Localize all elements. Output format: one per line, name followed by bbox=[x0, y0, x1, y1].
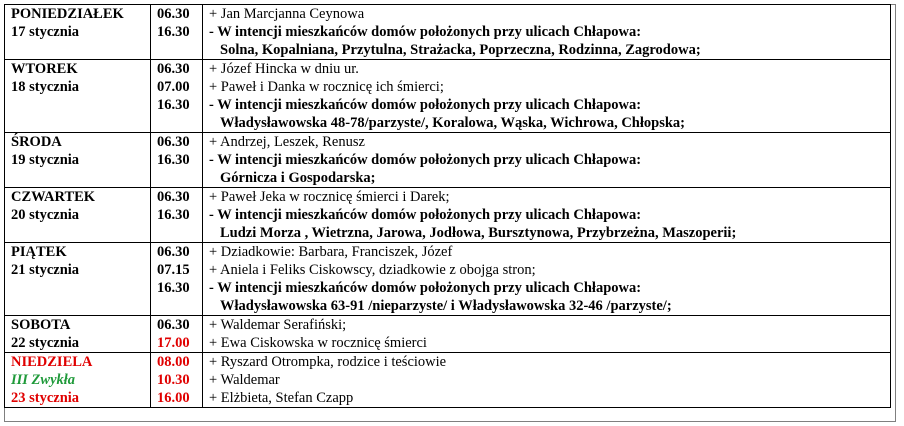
mass-time bbox=[157, 41, 196, 59]
day-name: PIĄTEK bbox=[11, 244, 67, 260]
time-cell bbox=[151, 188, 203, 243]
intention-cell bbox=[203, 353, 891, 408]
intention: - W intencji mieszkańców domów położonych przy ulicach Chłapowa: bbox=[209, 207, 642, 223]
intention: - W intencji mieszkańców domów położonych przy ulicach Chłapowa: bbox=[209, 24, 642, 40]
intention: + Paweł i Danka w rocznicę ich śmierci; bbox=[209, 79, 444, 95]
mass-time-evening: 17.00 bbox=[157, 335, 190, 351]
mass-time: 16.30 bbox=[157, 24, 190, 40]
day-date: 21 stycznia bbox=[11, 262, 80, 278]
intention-cell bbox=[203, 60, 891, 133]
day-cell bbox=[5, 5, 151, 60]
mass-intentions-table bbox=[4, 4, 891, 408]
intention: + Waldemar Serafiński; bbox=[209, 317, 347, 333]
day-cell bbox=[5, 188, 151, 243]
day-name: CZWARTEK bbox=[11, 189, 96, 205]
intention: + Dziadkowie: Barbara, Franciszek, Józef bbox=[209, 244, 453, 260]
mass-time: 06.30 bbox=[157, 134, 190, 150]
intention: + Elżbieta, Stefan Czapp bbox=[209, 390, 354, 406]
day-name: PONIEDZIAŁEK bbox=[11, 6, 124, 22]
day-date: 17 stycznia bbox=[11, 24, 80, 40]
mass-time: 06.30 bbox=[157, 189, 190, 205]
intention-cell bbox=[203, 316, 891, 353]
intention: + Ewa Ciskowska w rocznicę śmierci bbox=[209, 335, 427, 351]
intention: + Aniela i Feliks Ciskowscy, dziadkowie z obojga stron; bbox=[209, 262, 536, 278]
day-date: 22 stycznia bbox=[11, 335, 80, 351]
mass-time: 07.00 bbox=[157, 79, 190, 95]
intention-streets: Ludzi Morza , Wietrzna, Jarowa, Jodłowa, Bursztynowa, Przybrzeżna, Maszoperii; bbox=[220, 225, 737, 241]
mass-time bbox=[157, 114, 196, 132]
day-date: 18 stycznia bbox=[11, 79, 80, 95]
day-row-thursday bbox=[5, 188, 891, 243]
day-cell bbox=[5, 353, 151, 408]
time-cell bbox=[151, 243, 203, 316]
day-row-tuesday bbox=[5, 60, 891, 133]
mass-time bbox=[157, 297, 196, 315]
intention-cell bbox=[203, 133, 891, 188]
liturgical-feast: III Zwykła bbox=[11, 372, 76, 388]
mass-time: 06.30 bbox=[157, 61, 190, 77]
intention: - W intencji mieszkańców domów położonych przy ulicach Chłapowa: bbox=[209, 97, 642, 113]
intention-cell bbox=[203, 188, 891, 243]
intention: + Paweł Jeka w rocznicę śmierci i Darek; bbox=[209, 189, 450, 205]
time-cell bbox=[151, 60, 203, 133]
mass-time: 16.30 bbox=[157, 207, 190, 223]
day-row-wednesday bbox=[5, 133, 891, 188]
time-cell bbox=[151, 133, 203, 188]
day-cell bbox=[5, 243, 151, 316]
time-cell bbox=[151, 5, 203, 60]
time-cell bbox=[151, 316, 203, 353]
mass-time: 16.30 bbox=[157, 97, 190, 113]
day-name: SOBOTA bbox=[11, 317, 71, 333]
intention: + Józef Hincka w dniu ur. bbox=[209, 61, 359, 77]
intention-streets: Solna, Kopalniana, Przytulna, Strażacka, Poprzeczna, Rodzinna, Zagrodowa; bbox=[220, 42, 701, 58]
intention: + Andrzej, Leszek, Renusz bbox=[209, 134, 365, 150]
day-cell bbox=[5, 60, 151, 133]
mass-time: 16.00 bbox=[157, 390, 190, 406]
mass-time: 06.30 bbox=[157, 6, 190, 22]
day-row-friday bbox=[5, 243, 891, 316]
day-row-sunday bbox=[5, 353, 891, 408]
mass-time: 10.30 bbox=[157, 372, 190, 388]
day-cell bbox=[5, 133, 151, 188]
day-cell bbox=[5, 316, 151, 353]
mass-time bbox=[157, 224, 196, 242]
intention-streets: Władysławowska 48-78/parzyste/, Koralowa, Wąska, Wichrowa, Chłopska; bbox=[220, 115, 685, 131]
day-row-saturday bbox=[5, 316, 891, 353]
day-name: NIEDZIELA bbox=[11, 354, 93, 370]
mass-time bbox=[157, 169, 196, 187]
day-date: 19 stycznia bbox=[11, 152, 80, 168]
mass-time: 06.30 bbox=[157, 317, 190, 333]
day-name: WTOREK bbox=[11, 61, 78, 77]
day-date: 20 stycznia bbox=[11, 207, 80, 223]
mass-time: 16.30 bbox=[157, 280, 190, 296]
day-date: 23 stycznia bbox=[11, 390, 80, 406]
mass-time: 16.30 bbox=[157, 152, 190, 168]
intention: + Ryszard Otrompka, rodzice i teściowie bbox=[209, 354, 447, 370]
day-name: ŚRODA bbox=[11, 134, 62, 150]
intention-streets: Władysławowska 63-91 /nieparzyste/ i Władysławowska 32-46 /parzyste/; bbox=[220, 298, 672, 314]
intention-cell bbox=[203, 243, 891, 316]
intention: - W intencji mieszkańców domów położonych przy ulicach Chłapowa: bbox=[209, 280, 642, 296]
mass-time: 07.15 bbox=[157, 262, 190, 278]
time-cell bbox=[151, 353, 203, 408]
intention: + Jan Marcjanna Ceynowa bbox=[209, 6, 365, 22]
intention-streets: Górnicza i Gospodarska; bbox=[220, 170, 376, 186]
intention-cell bbox=[203, 5, 891, 60]
day-row-monday bbox=[5, 5, 891, 60]
mass-time: 08.00 bbox=[157, 354, 190, 370]
intention: + Waldemar bbox=[209, 372, 280, 388]
mass-time: 06.30 bbox=[157, 244, 190, 260]
intention: - W intencji mieszkańców domów położonych przy ulicach Chłapowa: bbox=[209, 152, 642, 168]
